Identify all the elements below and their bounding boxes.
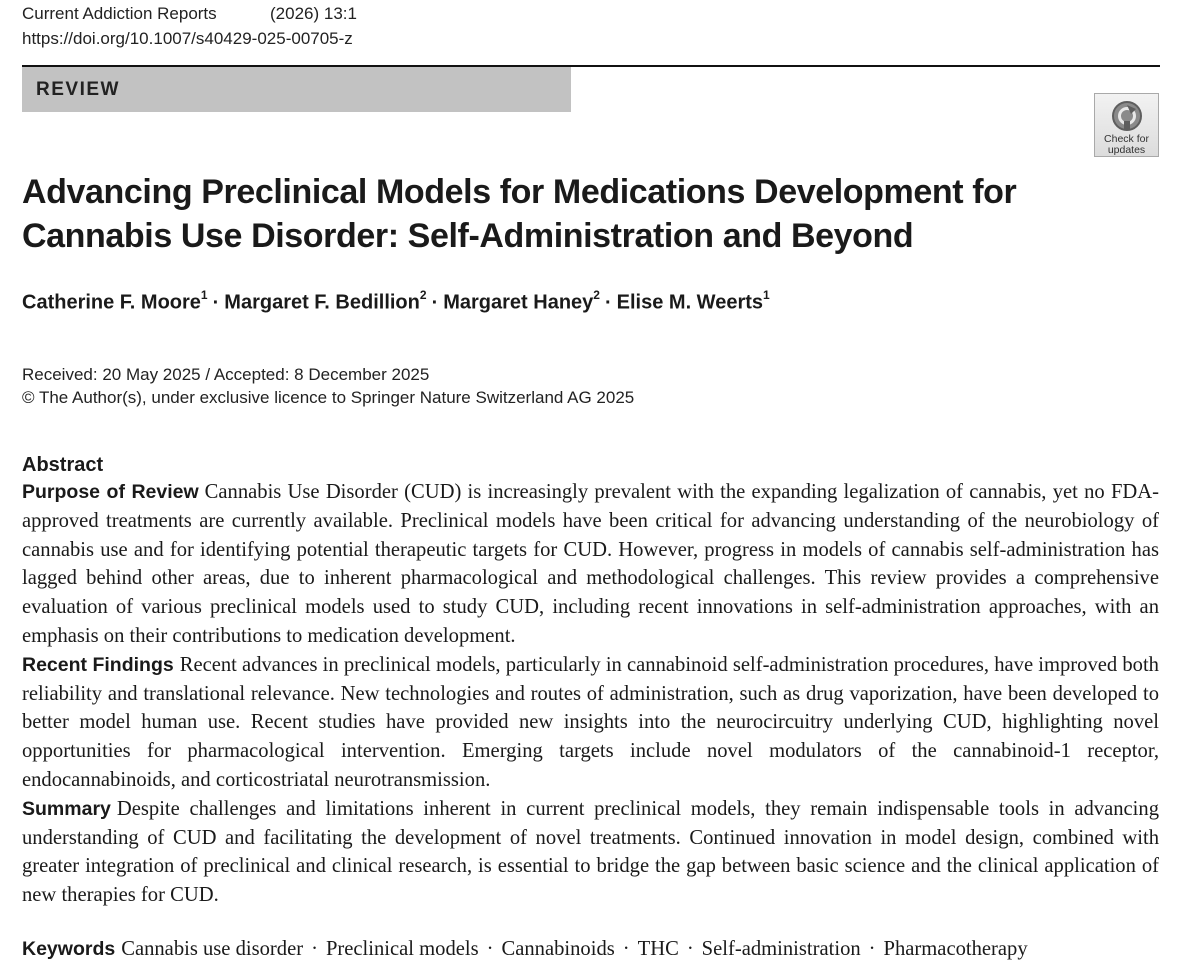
abstract-heading: Abstract — [22, 454, 104, 476]
journal-issue: (2026) 13:1 — [270, 4, 357, 23]
keyword-separator: · — [868, 938, 876, 960]
keyword[interactable]: Self-administration — [701, 938, 861, 960]
author-name[interactable]: Margaret Haney — [443, 291, 594, 314]
keyword-separator: · — [686, 938, 694, 960]
keyword[interactable]: Preclinical models — [325, 938, 479, 960]
author-affiliation: 1 — [200, 288, 208, 302]
abstract-section-label: Purpose of Review — [22, 481, 199, 503]
abstract — [22, 452, 1159, 910]
check-for-updates-line2: updates — [1107, 144, 1146, 156]
author-affiliation: 1 — [763, 288, 770, 302]
author-affiliation: 2 — [419, 288, 427, 302]
keyword[interactable]: Cannabis use disorder — [121, 938, 304, 960]
check-for-updates-line1: Check for — [1104, 133, 1149, 145]
author-affiliation: 2 — [593, 288, 600, 302]
author-separator: · — [431, 291, 439, 314]
copyright-notice: © The Author(s), under exclusive licence to Springer Nature Switzerland AG 2025 — [22, 388, 635, 407]
author-separator: · — [212, 291, 220, 314]
check-for-updates-icon — [1110, 99, 1144, 133]
abstract-section-label: Recent Findings — [22, 653, 174, 676]
keyword-separator: · — [622, 938, 630, 960]
journal-name: Current Addiction Reports — [22, 4, 217, 23]
abstract-section-text: Recent advances in preclinical models, particularly in cannabinoid self-administration procedures, have improved both reliability and translational relevance. New technologies and routes of administration, such as drug vaporization, have been developed to better model human use. Recent studies have provided new insights into the neurocircuitry underlying CUD, highlighting novel opportunities for pharmacological intervention. Emerging targets include novel modulators of the cannabinoid-1 receptor, endocannabinoids, and corticostriatal neurotransmission. — [22, 653, 1159, 791]
keyword-separator: · — [486, 938, 494, 960]
author-name[interactable]: Elise M. Weerts — [616, 291, 764, 314]
article-type-bar — [22, 67, 571, 112]
abstract-section-text: Cannabis Use Disorder (CUD) is increasingly prevalent with the expanding legalization of cannabis, yet no FDA-approved treatments are currently available. Preclinical models have been critical for advancing understanding of the neurobiology of cannabis use and for identifying potential therapeutic targets for CUD. However, progress in models of cannabis self-administration has lagged behind other areas, due to inherent pharmacological and methodological challenges. This review provides a comprehensive evaluation of various preclinical models used to study CUD, including recent innovations in self-administration approaches, with an emphasis on their contributions to medication development. — [22, 481, 1159, 647]
abstract-section-purpose — [22, 478, 1159, 651]
keyword-separator: · — [311, 938, 318, 960]
author-separator: · — [604, 291, 612, 314]
abstract-section-summary — [22, 795, 1159, 910]
article-title: Advancing Preclinical Models for Medications Development for Cannabis Use Disorder: Self-Administration and Beyond — [22, 173, 1017, 255]
abstract-section-text: Despite challenges and limitations inherent in current preclinical models, they remain indispensable tools in advancing understanding of CUD and facilitating the development of novel treatments. Continued innovation in model design, combined with greater integration of preclinical and clinical research, is essential to bridge the gap between basic science and the clinical application of new therapies for CUD. — [22, 797, 1159, 907]
keyword[interactable]: Cannabinoids — [501, 938, 615, 960]
abstract-section-label: Summary — [22, 797, 111, 820]
author-list — [22, 290, 770, 315]
abstract-section-findings — [22, 651, 1159, 795]
keywords-label: Keywords — [22, 938, 116, 960]
author-name[interactable]: Margaret F. Bedillion — [224, 291, 420, 314]
check-for-updates-button[interactable] — [1094, 93, 1159, 157]
keyword[interactable]: Pharmacotherapy — [883, 938, 1028, 960]
received-accepted-dates: Received: 20 May 2025 / Accepted: 8 December 2025 — [22, 365, 430, 384]
keywords — [22, 938, 1028, 961]
doi-link[interactable]: https://doi.org/10.1007/s40429-025-00705-z — [22, 29, 353, 48]
author-name[interactable]: Catherine F. Moore — [22, 291, 201, 314]
article-type-label: REVIEW — [36, 79, 120, 100]
article-dates — [22, 363, 634, 409]
keyword[interactable]: THC — [637, 938, 679, 960]
